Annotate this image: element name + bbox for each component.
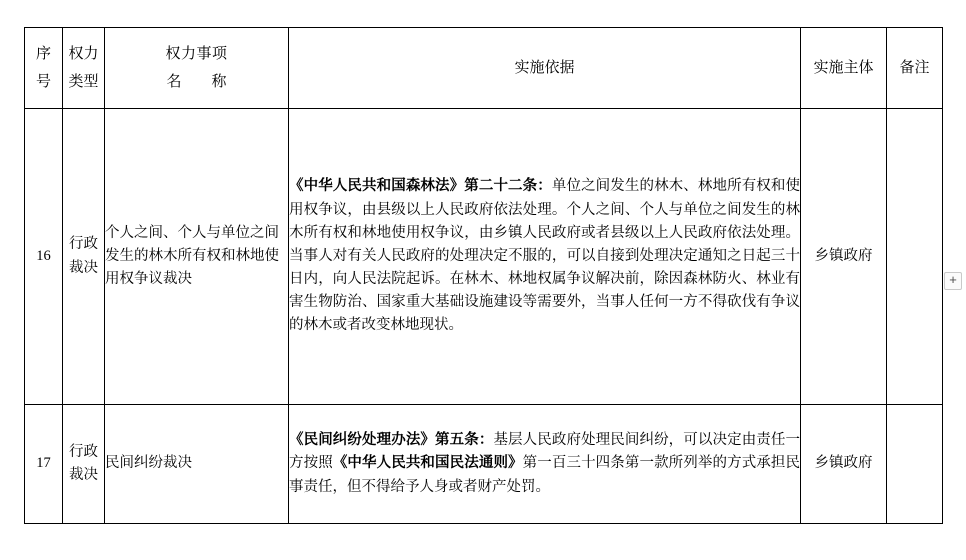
page-top-edge: [0, 0, 966, 1]
header-cell-type: [63, 28, 105, 109]
row-legal-basis-inner-title: 《中华人民共和国民法通则》: [332, 455, 523, 472]
header-type-line1: 权力: [68, 45, 99, 62]
row-subject: 乡镇政府: [801, 109, 887, 405]
header-name-line1: 权力事项: [165, 45, 228, 62]
row-item-name: 个人之间、个人与单位之间发生的林木所有权和林地使用权争议裁决: [105, 109, 289, 405]
row-type-line2: 裁决: [69, 467, 98, 483]
row-seq: 16: [25, 109, 63, 405]
add-row-plus-button[interactable]: +: [944, 272, 962, 290]
table-row: [25, 109, 943, 405]
table-row: [25, 405, 943, 524]
row-item-name: 民间纠纷裁决: [105, 405, 289, 524]
header-type-line2: 类型: [68, 74, 99, 90]
table-header-row: [25, 28, 943, 109]
header-seq-line2: 号: [35, 74, 51, 90]
row-type: [63, 109, 105, 405]
row-legal-basis: [289, 405, 801, 524]
header-cell-basis: 实施依据: [289, 28, 801, 109]
row-legal-basis-text-part1: 基层人民政府处理民间纠纷，可以决定由责任一方按照: [289, 432, 801, 472]
row-legal-basis-text: 单位之间发生的林木、林地所有权和使用权争议，由县级以上人民政府依法处理。个人之间、个人与单位之间发生的林木所有权和林地使用权争议，由乡镇人民政府或者县级以上人民政府依法处理。当事人对有关人民政府的处理决定不服的，可以自接到处理决定通知之日起三十日内，向人民法院起诉。在林木、林地权属争议解决前，除因森林防火、林业有害生物防治、国家重大基础设施建设等需要外，当事人任何一方不得砍伐有争议的林木或者改变林地现状。: [289, 178, 801, 334]
row-remark: [887, 405, 943, 524]
header-name-line2: 名 称: [166, 74, 227, 90]
row-legal-basis-text-part2: 第一百三十四条第一款所列举的方式承担民事责任，但不得给予人身或者财产处罚。: [289, 455, 801, 495]
row-type-line2: 裁决: [69, 259, 98, 276]
row-legal-basis-title: 《中华人民共和国森林法》第二十二条：: [289, 178, 552, 195]
row-legal-basis: [289, 109, 801, 405]
authority-items-table: [24, 27, 943, 524]
row-legal-basis-title: 《民间纠纷处理办法》第五条：: [289, 432, 494, 449]
row-type-line1: 行政: [69, 443, 98, 460]
row-type-line1: 行政: [69, 236, 98, 253]
row-type: [63, 405, 105, 524]
row-subject: 乡镇政府: [801, 405, 887, 524]
row-remark: [887, 109, 943, 405]
header-cell-seq: [25, 28, 63, 109]
row-seq: 17: [25, 405, 63, 524]
header-cell-remark: 备注: [887, 28, 943, 109]
header-cell-subject: 实施主体: [801, 28, 887, 109]
header-seq-line1: 序: [35, 45, 51, 62]
header-cell-name: [105, 28, 289, 109]
